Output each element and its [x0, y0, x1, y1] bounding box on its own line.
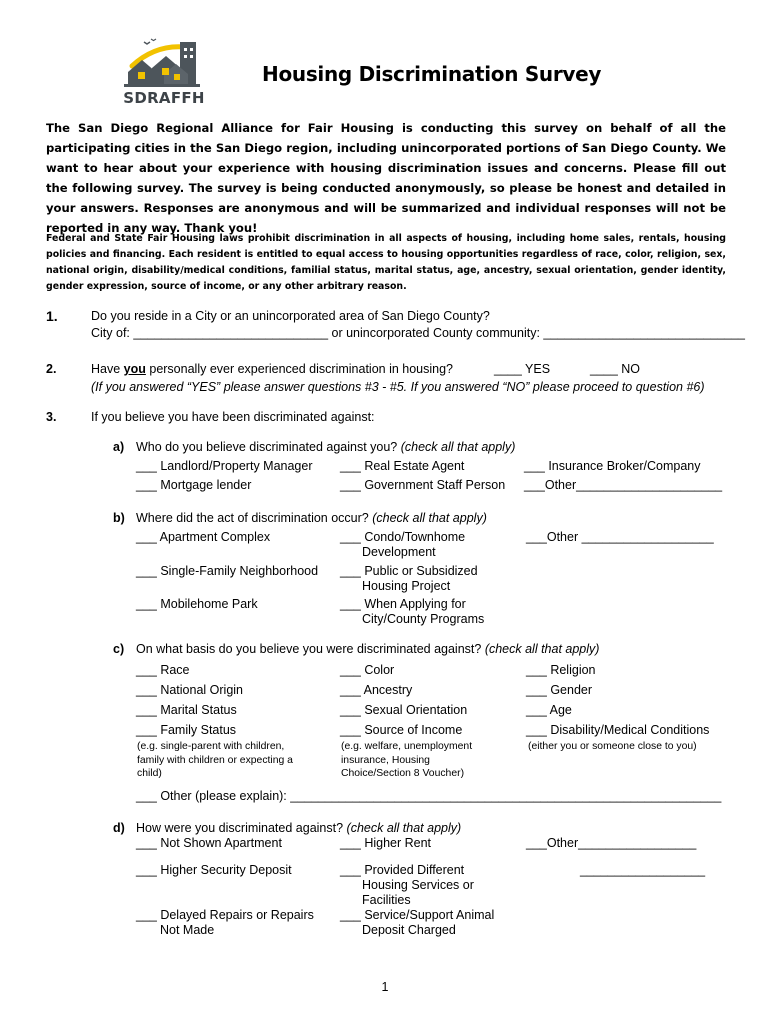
q3d-option-higher-rent[interactable]: ___ Higher Rent	[340, 836, 432, 850]
q2-yes-option[interactable]: ____ YES	[494, 362, 551, 376]
q3c-question: On what basis do you believe you were discriminated against? (check all that apply)	[136, 642, 600, 656]
q3c-letter: c)	[113, 642, 125, 656]
q3a-option-government-staff[interactable]: ___ Government Staff Person	[340, 478, 506, 492]
intro-paragraph: The San Diego Regional Alliance for Fair Housing is conducting this survey on behalf of all the participating cities in the San Diego region, including unincorporated portions of San Diego County. We want to hear about your experience with housing discrimination issues and concerns. Please fill out the following survey. The survey is being conducted anonymously, so please be honest and detailed in your answers. Responses are anonymous and will be summarized and individual responses will not be reported in any way. Thank you!	[46, 121, 726, 235]
q3a-option-insurance-broker[interactable]: ___ Insurance Broker/Company	[524, 459, 701, 473]
q3c-option-disability[interactable]: ___ Disability/Medical Conditions	[526, 723, 710, 737]
q1-number: 1.	[46, 308, 58, 324]
q3c-option-ancestry[interactable]: ___ Ancestry	[340, 683, 413, 697]
q3b-option-city-programs-line2: City/County Programs	[362, 612, 485, 626]
q3d-option-service-animal[interactable]: ___ Service/Support Animal	[340, 908, 495, 922]
q3d-option-different-services-line3: Facilities	[362, 893, 411, 907]
q3c-option-marital-status[interactable]: ___ Marital Status	[136, 703, 237, 717]
page-title: Housing Discrimination Survey	[262, 62, 602, 86]
q3b-option-condo-line2: Development	[362, 545, 436, 559]
q3b-option-single-family[interactable]: ___ Single-Family Neighborhood	[136, 564, 319, 578]
q3a-option-landlord[interactable]: ___ Landlord/Property Manager	[136, 459, 313, 473]
q3d-letter: d)	[113, 821, 125, 835]
q2-emphasis: you	[123, 362, 146, 376]
q3d-option-different-services[interactable]: ___ Provided Different	[340, 863, 465, 877]
q3c-option-religion[interactable]: ___ Religion	[526, 663, 596, 677]
q3b-option-public-housing-line2: Housing Project	[362, 579, 451, 593]
q3b-question: Where did the act of discrimination occur? (check all that apply)	[136, 511, 487, 525]
q3d-option-not-shown[interactable]: ___ Not Shown Apartment	[136, 836, 282, 850]
q3a-option-real-estate-agent[interactable]: ___ Real Estate Agent	[340, 459, 465, 473]
q3d-option-service-animal-line2: Deposit Charged	[362, 923, 456, 937]
q2-number: 2.	[46, 362, 57, 376]
q3d-option-delayed-repairs[interactable]: ___ Delayed Repairs or Repairs	[136, 908, 314, 922]
q3c-option-age[interactable]: ___ Age	[526, 703, 572, 717]
q3d-option-delayed-repairs-line2: Not Made	[160, 923, 215, 937]
q3b-option-condo[interactable]: ___ Condo/Townhome	[340, 530, 466, 544]
q3d-option-higher-deposit[interactable]: ___ Higher Security Deposit	[136, 863, 292, 877]
q3c-family-note-2: family with children or expecting a	[137, 754, 293, 766]
q3c-income-note-1: (e.g. welfare, unemployment	[341, 741, 473, 752]
q3d-option-different-services-line2: Housing Services or	[362, 878, 474, 892]
q3b-option-other[interactable]: ___Other ___________________	[526, 530, 714, 544]
q1-city-field[interactable]: City of: ____________________________ or unincorporated County community: _____________________________	[91, 326, 746, 340]
q3c-option-sexual-orientation[interactable]: ___ Sexual Orientation	[340, 703, 468, 717]
q3b-option-city-programs[interactable]: ___ When Applying for	[340, 597, 466, 611]
q3c-option-color[interactable]: ___ Color	[340, 663, 395, 677]
q3c-other-explain-field[interactable]: ___ Other (please explain): ______________________________________________________________	[136, 789, 722, 803]
q3c-disability-note: (either you or someone close to you)	[528, 741, 697, 752]
q3c-option-gender[interactable]: ___ Gender	[526, 683, 593, 697]
q3c-option-national-origin[interactable]: ___ National Origin	[136, 683, 244, 697]
q3d-other-continuation-line[interactable]: __________________	[580, 863, 706, 877]
q3b-option-public-housing[interactable]: ___ Public or Subsidized	[340, 564, 478, 578]
page-number: 1	[381, 980, 389, 994]
q3b-letter: b)	[113, 511, 125, 525]
q3c-family-note-3: child)	[137, 768, 162, 779]
q3a-question: Who do you believe discriminated against you? (check all that apply)	[136, 440, 516, 454]
q3-number: 3.	[46, 410, 57, 424]
logo-text: SDRAFFH	[123, 89, 205, 107]
legal-notice: Federal and State Fair Housing laws prohibit discrimination in all aspects of housing, including home sales, rentals, housing policies and financing. Each resident is entitled to equal access to housing opportunities regardless of race, color, religion, sex, national origin, disability/medical conditions, familial status, marital status, age, ancestry, sexual orientation, gender identity, gender expression, source of income, or any other arbitrary reason.	[46, 233, 726, 292]
q1-question: Do you reside in a City or an unincorporated area of San Diego County?	[91, 309, 490, 323]
q3c-income-note-3: Choice/Section 8 Voucher)	[341, 768, 465, 779]
q3c-option-source-of-income[interactable]: ___ Source of Income	[340, 723, 463, 737]
q3d-question: How were you discriminated against? (check all that apply)	[136, 821, 462, 835]
q3a-letter: a)	[113, 440, 125, 454]
q3-question: If you believe you have been discriminated against:	[91, 410, 375, 424]
q3b-option-apartment[interactable]: ___ Apartment Complex	[136, 530, 271, 544]
q2-no-option[interactable]: ____ NO	[590, 362, 641, 376]
q3a-option-other[interactable]: ___Other_____________________	[524, 478, 723, 492]
q3c-income-note-2: insurance, Housing	[341, 754, 430, 766]
q3c-option-family-status[interactable]: ___ Family Status	[136, 723, 237, 737]
q3c-option-race[interactable]: ___ Race	[136, 663, 190, 677]
q3d-option-other[interactable]: ___Other_________________	[526, 836, 697, 850]
q3c-family-note-1: (e.g. single-parent with children,	[137, 741, 285, 752]
q2-question: Have you personally ever experienced discrimination in housing?	[91, 362, 454, 376]
q3a-option-mortgage-lender[interactable]: ___ Mortgage lender	[136, 478, 252, 492]
q2-note: (If you answered “YES” please answer questions #3 - #5. If you answered “NO” please proceed to question #6)	[91, 380, 705, 394]
q3b-option-mobilehome[interactable]: ___ Mobilehome Park	[136, 597, 258, 611]
